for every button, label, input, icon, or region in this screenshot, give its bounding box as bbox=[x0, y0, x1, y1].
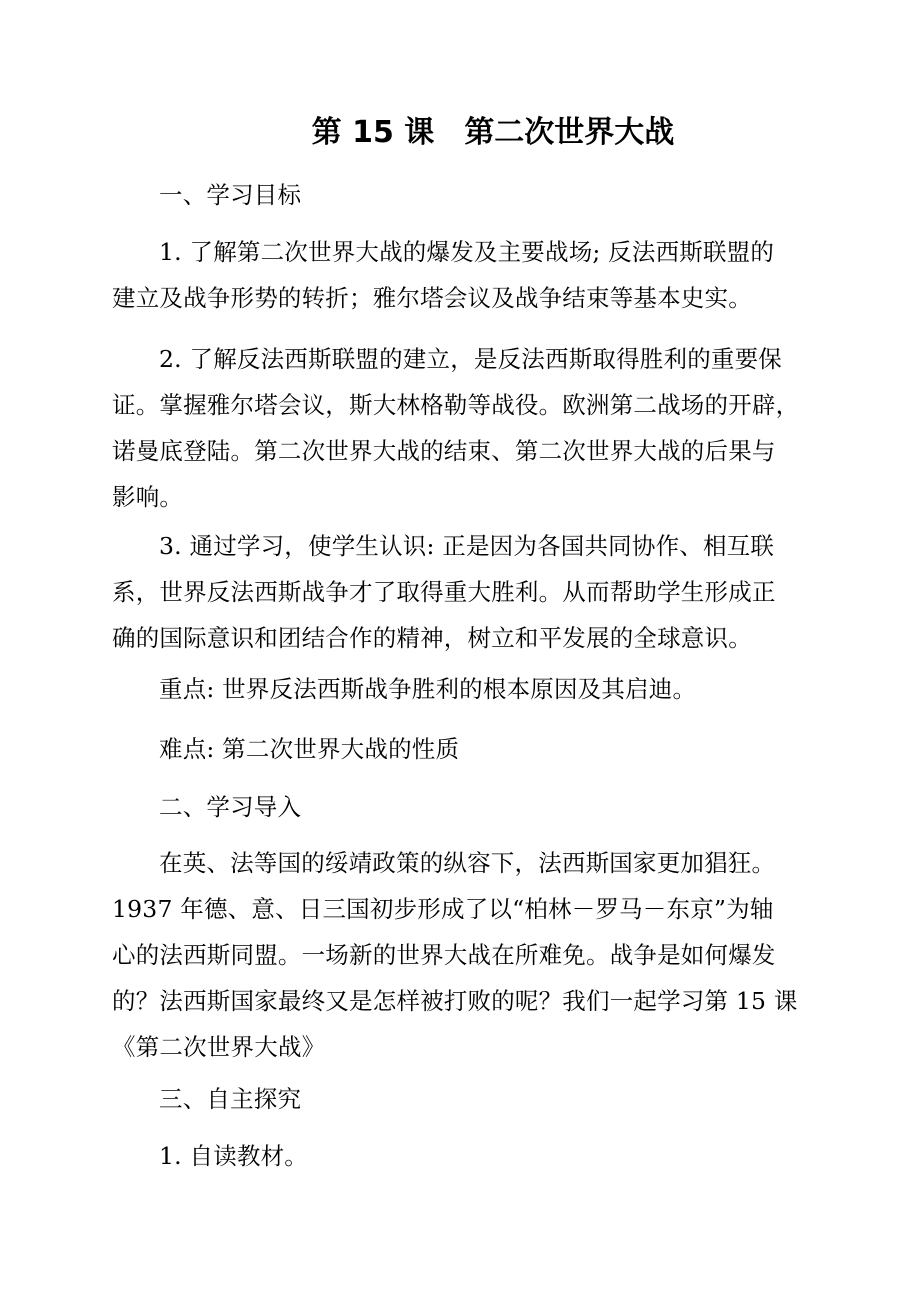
goal-paragraph-3 bbox=[112, 523, 812, 661]
text-line: 的？法西斯国家最终又是怎样被打败的呢？我们一起学习第 15 课 bbox=[112, 987, 798, 1015]
text-line: 心的法西斯同盟。一场新的世界大战在所难免。战争是如何爆发 bbox=[112, 941, 776, 969]
section-heading-explore: 三、自主探究 bbox=[159, 1085, 302, 1113]
section-heading-intro: 二、学习导入 bbox=[159, 793, 302, 821]
intro-paragraph bbox=[112, 840, 812, 1070]
text-line: 1. 了解第二次世界大战的爆发及主要战场; 反法西斯联盟的 bbox=[159, 238, 775, 266]
lesson-number: 第 15 课 bbox=[311, 115, 435, 150]
text-line: 证。掌握雅尔塔会议，斯大林格勒等战役。欧洲第二战场的开辟， bbox=[112, 391, 800, 419]
difficult-point: 难点: 第二次世界大战的性质 bbox=[159, 735, 460, 763]
goal-paragraph-2 bbox=[112, 336, 812, 520]
key-point: 重点: 世界反法西斯战争胜利的根本原因及其启迪。 bbox=[159, 675, 697, 703]
text-line: 诺曼底登陆。第二次世界大战的结束、第二次世界大战的后果与 bbox=[112, 437, 776, 465]
text-line: 2. 了解反法西斯联盟的建立，是反法西斯取得胜利的重要保 bbox=[159, 345, 782, 373]
text-line: 建立及战争形势的转折；雅尔塔会议及战争结束等基本史实。 bbox=[112, 284, 752, 312]
section-heading-goals: 一、学习目标 bbox=[159, 181, 302, 209]
goal-paragraph-1 bbox=[112, 229, 812, 321]
explore-item-1: 1. 自读教材。 bbox=[159, 1142, 308, 1170]
text-line: 系，世界反法西斯战争才了取得重大胜利。从而帮助学生形成正 bbox=[112, 578, 776, 606]
page-title bbox=[0, 108, 920, 158]
text-line: 在英、法等国的绥靖政策的纵容下，法西斯国家更加猖狂。 bbox=[159, 849, 776, 877]
text-line: 确的国际意识和团结合作的精神，树立和平发展的全球意识。 bbox=[112, 624, 752, 652]
text-line: 1937 年德、意、日三国初步形成了以“柏林－罗马－东京”为轴 bbox=[112, 895, 774, 923]
text-line: 影响。 bbox=[112, 483, 184, 511]
text-line: 3. 通过学习，使学生认识: 正是因为各国共同协作、相互联 bbox=[159, 532, 775, 560]
lesson-name: 第二次世界大战 bbox=[464, 115, 675, 150]
text-line: 《第二次世界大战》 bbox=[112, 1033, 326, 1061]
